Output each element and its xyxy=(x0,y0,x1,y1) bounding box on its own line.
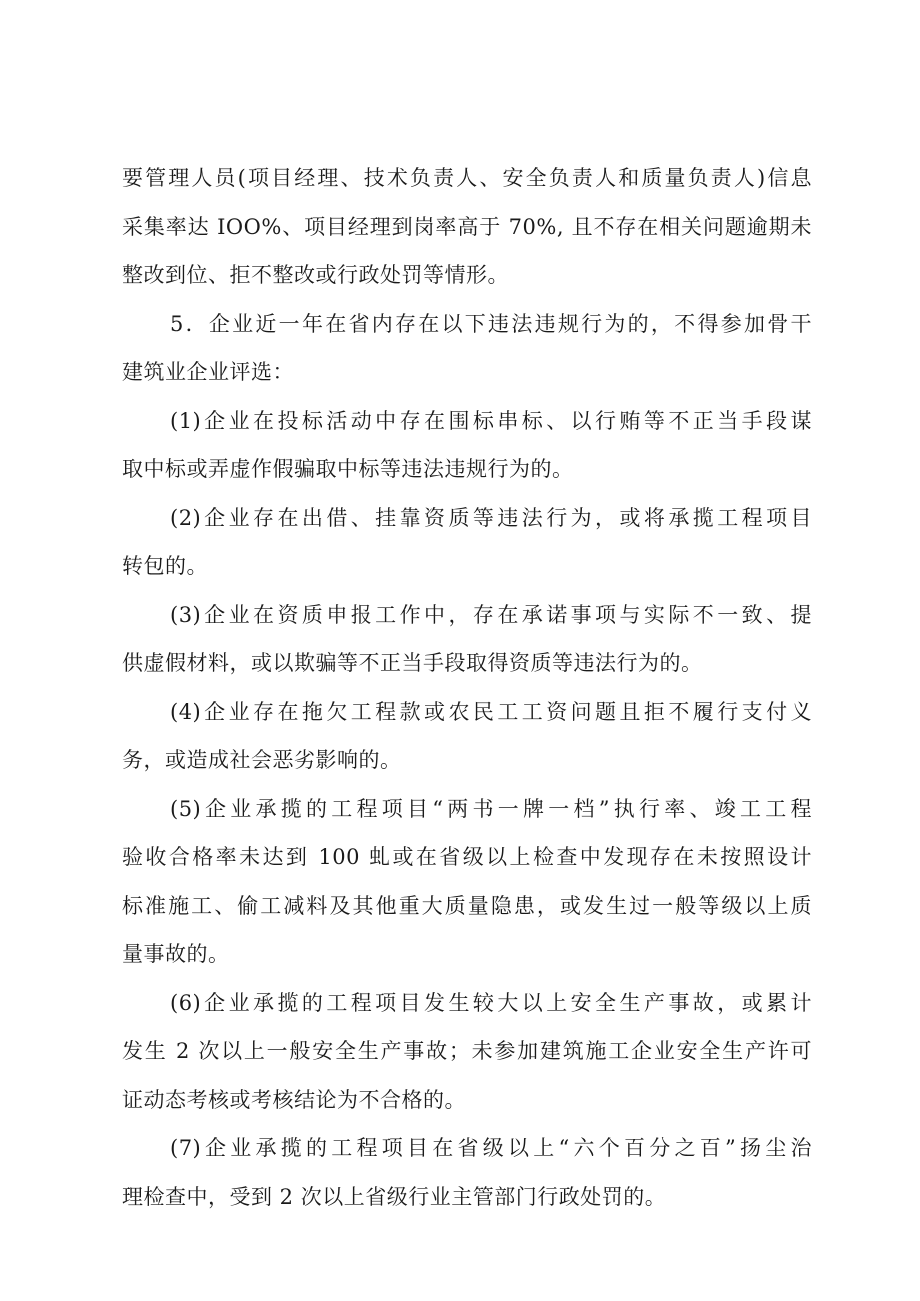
paragraph-sub-item-6 xyxy=(122,979,812,1125)
paragraph-sub-item-4 xyxy=(122,688,812,785)
text-line: 量事故的。 xyxy=(122,942,230,966)
paragraph-item-5 xyxy=(122,300,812,397)
text-line: 供虚假材料，或以欺骗等不正当手段取得资质等违法行为的。 xyxy=(122,651,703,675)
text-line: (4)企业存在拖欠工程款或农民工工资问题且拒不履行支付义 xyxy=(170,699,812,724)
text-line: 取中标或弄虚作假骗取中标等违法违规行为的。 xyxy=(122,457,574,481)
paragraph-continued xyxy=(122,154,812,300)
text-line: (2)企业存在出借、挂靠资质等违法行为，或将承揽工程项目 xyxy=(170,505,812,530)
paragraph-sub-item-7 xyxy=(122,1124,812,1221)
text-line: 务，或造成社会恶劣影响的。 xyxy=(122,748,402,772)
text-line: 整改到位、拒不整改或行政处罚等情形。 xyxy=(122,263,509,287)
text-line: 5．企业近一年在省内存在以下违法违规行为的，不得参加骨干 xyxy=(170,311,812,336)
paragraph-sub-item-2 xyxy=(122,494,812,591)
text-line: 转包的。 xyxy=(122,554,208,578)
paragraph-sub-item-5 xyxy=(122,785,812,979)
text-line: 标准施工、偷工减料及其他重大质量隐患，或发生过一般等级以上质 xyxy=(122,893,812,918)
text-line: 发生 2 次以上一般安全生产事故；未参加建筑施工企业安全生产许可 xyxy=(122,1039,812,1063)
text-line: (3)企业在资质申报工作中，存在承诺事项与实际不一致、提 xyxy=(170,602,812,627)
text-line: 验收合格率未达到 100 虬或在省级以上检查中发现存在未按照设计 xyxy=(122,845,812,869)
text-line: (5)企业承揽的工程项目“两书一牌一档”执行率、竣工工程 xyxy=(170,796,812,821)
text-line: (7)企业承揽的工程项目在省级以上“六个百分之百”扬尘治 xyxy=(170,1136,812,1160)
paragraph-sub-item-1 xyxy=(122,397,812,494)
text-line: 证动态考核或考核结论为不合格的。 xyxy=(122,1087,466,1112)
text-line: 要管理人员(项目经理、技术负责人、安全负责人和质量负责人)信息 xyxy=(122,166,812,190)
document-page xyxy=(122,154,812,1221)
text-line: 理检查中，受到 2 次以上省级行业主管部门行政处罚的。 xyxy=(122,1184,667,1209)
text-line: 采集率达 IOO%、项目经理到岗率高于 70%, 且不存在相关问题逾期未 xyxy=(122,214,812,239)
paragraph-sub-item-3 xyxy=(122,591,812,688)
text-line: (1)企业在投标活动中存在围标串标、以行贿等不正当手段谋 xyxy=(170,408,812,433)
text-line: (6)企业承揽的工程项目发生较大以上安全生产事故，或累计 xyxy=(170,990,812,1015)
text-line: 建筑业企业评选： xyxy=(122,360,294,384)
